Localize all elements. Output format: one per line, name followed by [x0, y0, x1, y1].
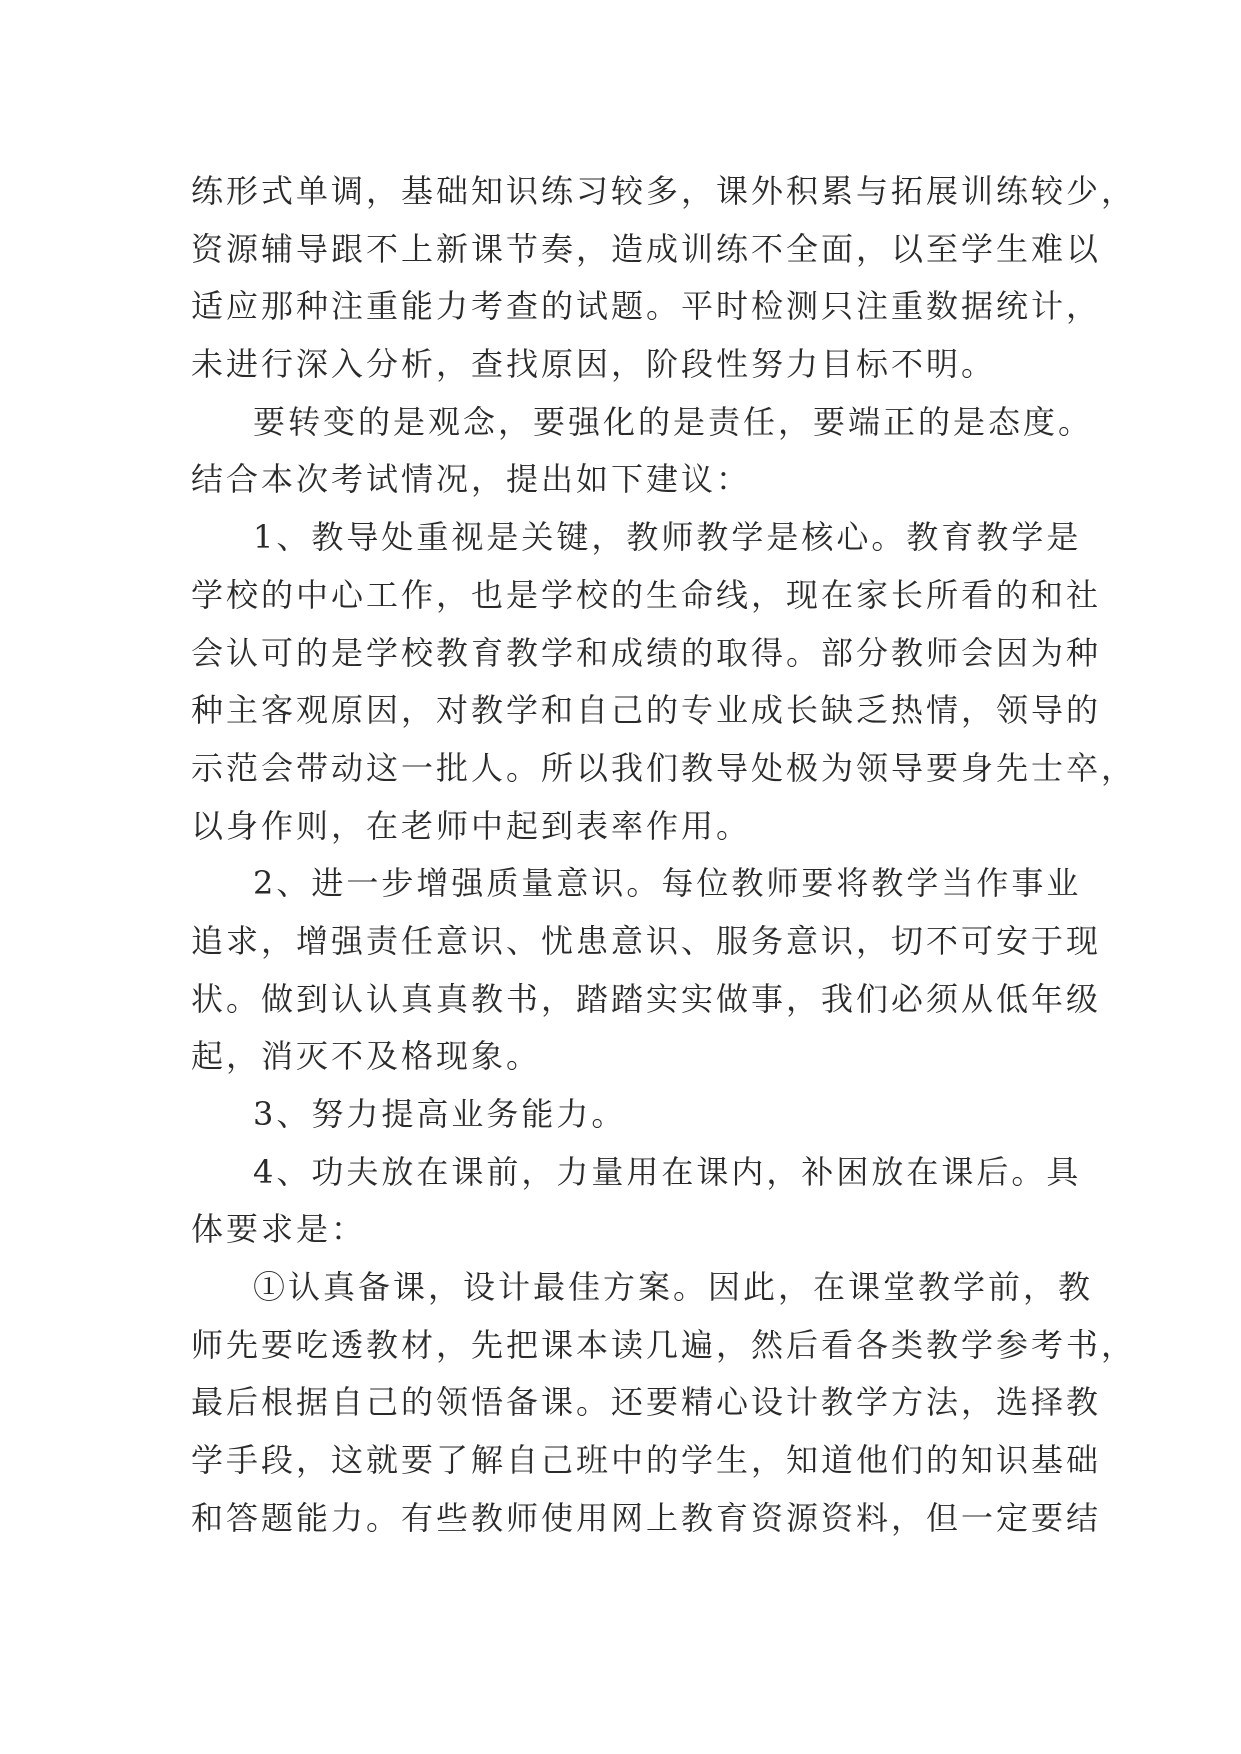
text-line: 状。做到认认真真教书，踏踏实实做事，我们必须从低年级 [191, 979, 1102, 1018]
text-line: 学校的中心工作，也是学校的生命线，现在家长所看的和社 [191, 575, 1102, 614]
paragraph-start-line: 4、功夫放在课前，力量用在课内，补困放在课后。具 [253, 1152, 1082, 1191]
text-line: 最后根据自己的领悟备课。还要精心设计教学方法，选择教 [191, 1383, 1102, 1422]
text-line: 起，消灭不及格现象。 [191, 1037, 542, 1076]
body-text [191, 163, 1137, 1548]
text-line: 示范会带动这一批人。所以我们教导处极为领导要身先士卒， [191, 748, 1137, 787]
text-line: 资源辅导跟不上新课节奏，造成训练不全面，以至学生难以 [191, 229, 1102, 268]
text-line: 追求，增强责任意识、忧患意识、服务意识，切不可安于现 [191, 921, 1102, 960]
paragraph-start-line: 1、教导处重视是关键，教师教学是核心。教育教学是 [253, 518, 1082, 557]
text-line: 结合本次考试情况，提出如下建议： [191, 460, 752, 499]
text-line: 种主客观原因，对教学和自己的专业成长缺乏热情，领导的 [191, 691, 1102, 730]
text-line: 和答题能力。有些教师使用网上教育资源资料，但一定要结 [191, 1498, 1102, 1537]
paragraph-start-line: 2、进一步增强质量意识。每位教师要将教学当作事业 [253, 864, 1082, 903]
text-line: 未进行深入分析，查找原因，阶段性努力目标不明。 [191, 345, 997, 384]
text-line: 师先要吃透教材，先把课本读几遍，然后看各类教学参考书， [191, 1325, 1137, 1364]
text-line: 学手段，这就要了解自己班中的学生，知道他们的知识基础 [191, 1441, 1102, 1480]
text-line: 练形式单调，基础知识练习较多，课外积累与拓展训练较少， [191, 172, 1137, 210]
text-line: 适应那种注重能力考查的试题。平时检测只注重数据统计， [191, 287, 1102, 326]
text-line: 会认可的是学校教育教学和成绩的取得。部分教师会因为种 [191, 633, 1102, 672]
paragraph-start-line: 3、努力提高业务能力。 [253, 1095, 627, 1133]
paragraph-start-line: 要转变的是观念，要强化的是责任，要端正的是态度。 [253, 402, 1094, 441]
paragraph-start-line: ①认真备课，设计最佳方案。因此，在课堂教学前，教 [253, 1268, 1094, 1307]
text-line: 体要求是： [191, 1210, 367, 1249]
text-line: 以身作则，在老师中起到表率作用。 [191, 806, 752, 845]
